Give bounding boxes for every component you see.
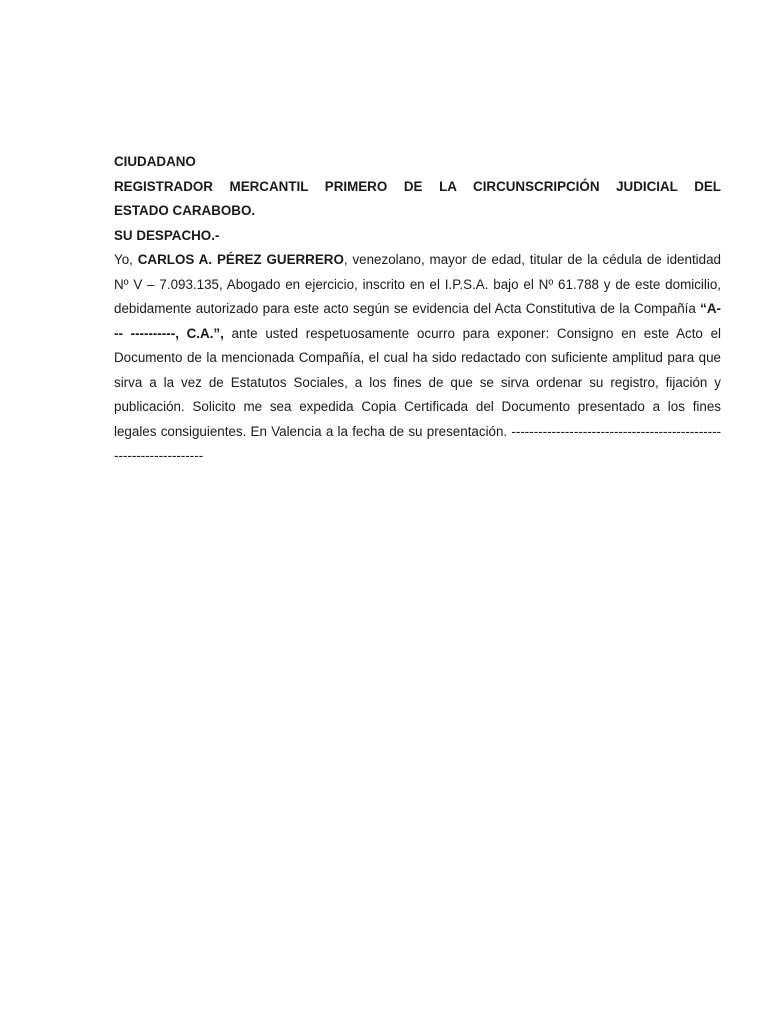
addressee-title: CIUDADANO [114, 154, 196, 169]
addressee-salutation: SU DESPACHO.- [114, 227, 220, 243]
addressee-office: REGISTRADOR MERCANTIL PRIMERO DE LA CIRCUNSCRIPCIÓN JUDICIAL DEL [114, 178, 721, 194]
body-paragraph [114, 248, 721, 469]
addressee-state: ESTADO CARABOBO. [114, 203, 256, 218]
letter-content [114, 150, 721, 469]
applicant-name: CARLOS A. PÉREZ GUERRERO [137, 252, 344, 267]
body-text-part2: ante usted respetuosamente ocurro para exponer: Consigno en este Acto el Documento de la mencionada Compañía, el cual ha sido redactado con suficiente amplitud para que sirva a la vez de Estatutos Sociales, a los fines de que se sirva ordenar su registro, fijación y publicación. Solicito me sea expedida Copia Certificada del Documento presentado a los fines legales consiguientes. En Valencia a la fecha de su presentación. ------------------------------------------------------------------- [114, 325, 721, 463]
body-text-part1: , venezolano, mayor de edad, titular de la cédula de identidad Nº V – 7.093.135, Abogado en ejercicio, inscrito en el I.P.S.A. bajo el Nº 61.788 y de este domicilio, debidamente autorizado para este acto según se evidencia del Acta Constitutiva de la Compañía [114, 252, 721, 316]
body-intro: Yo, [114, 252, 138, 267]
company-name: “A--- ----------, C.A.”, [114, 301, 721, 341]
